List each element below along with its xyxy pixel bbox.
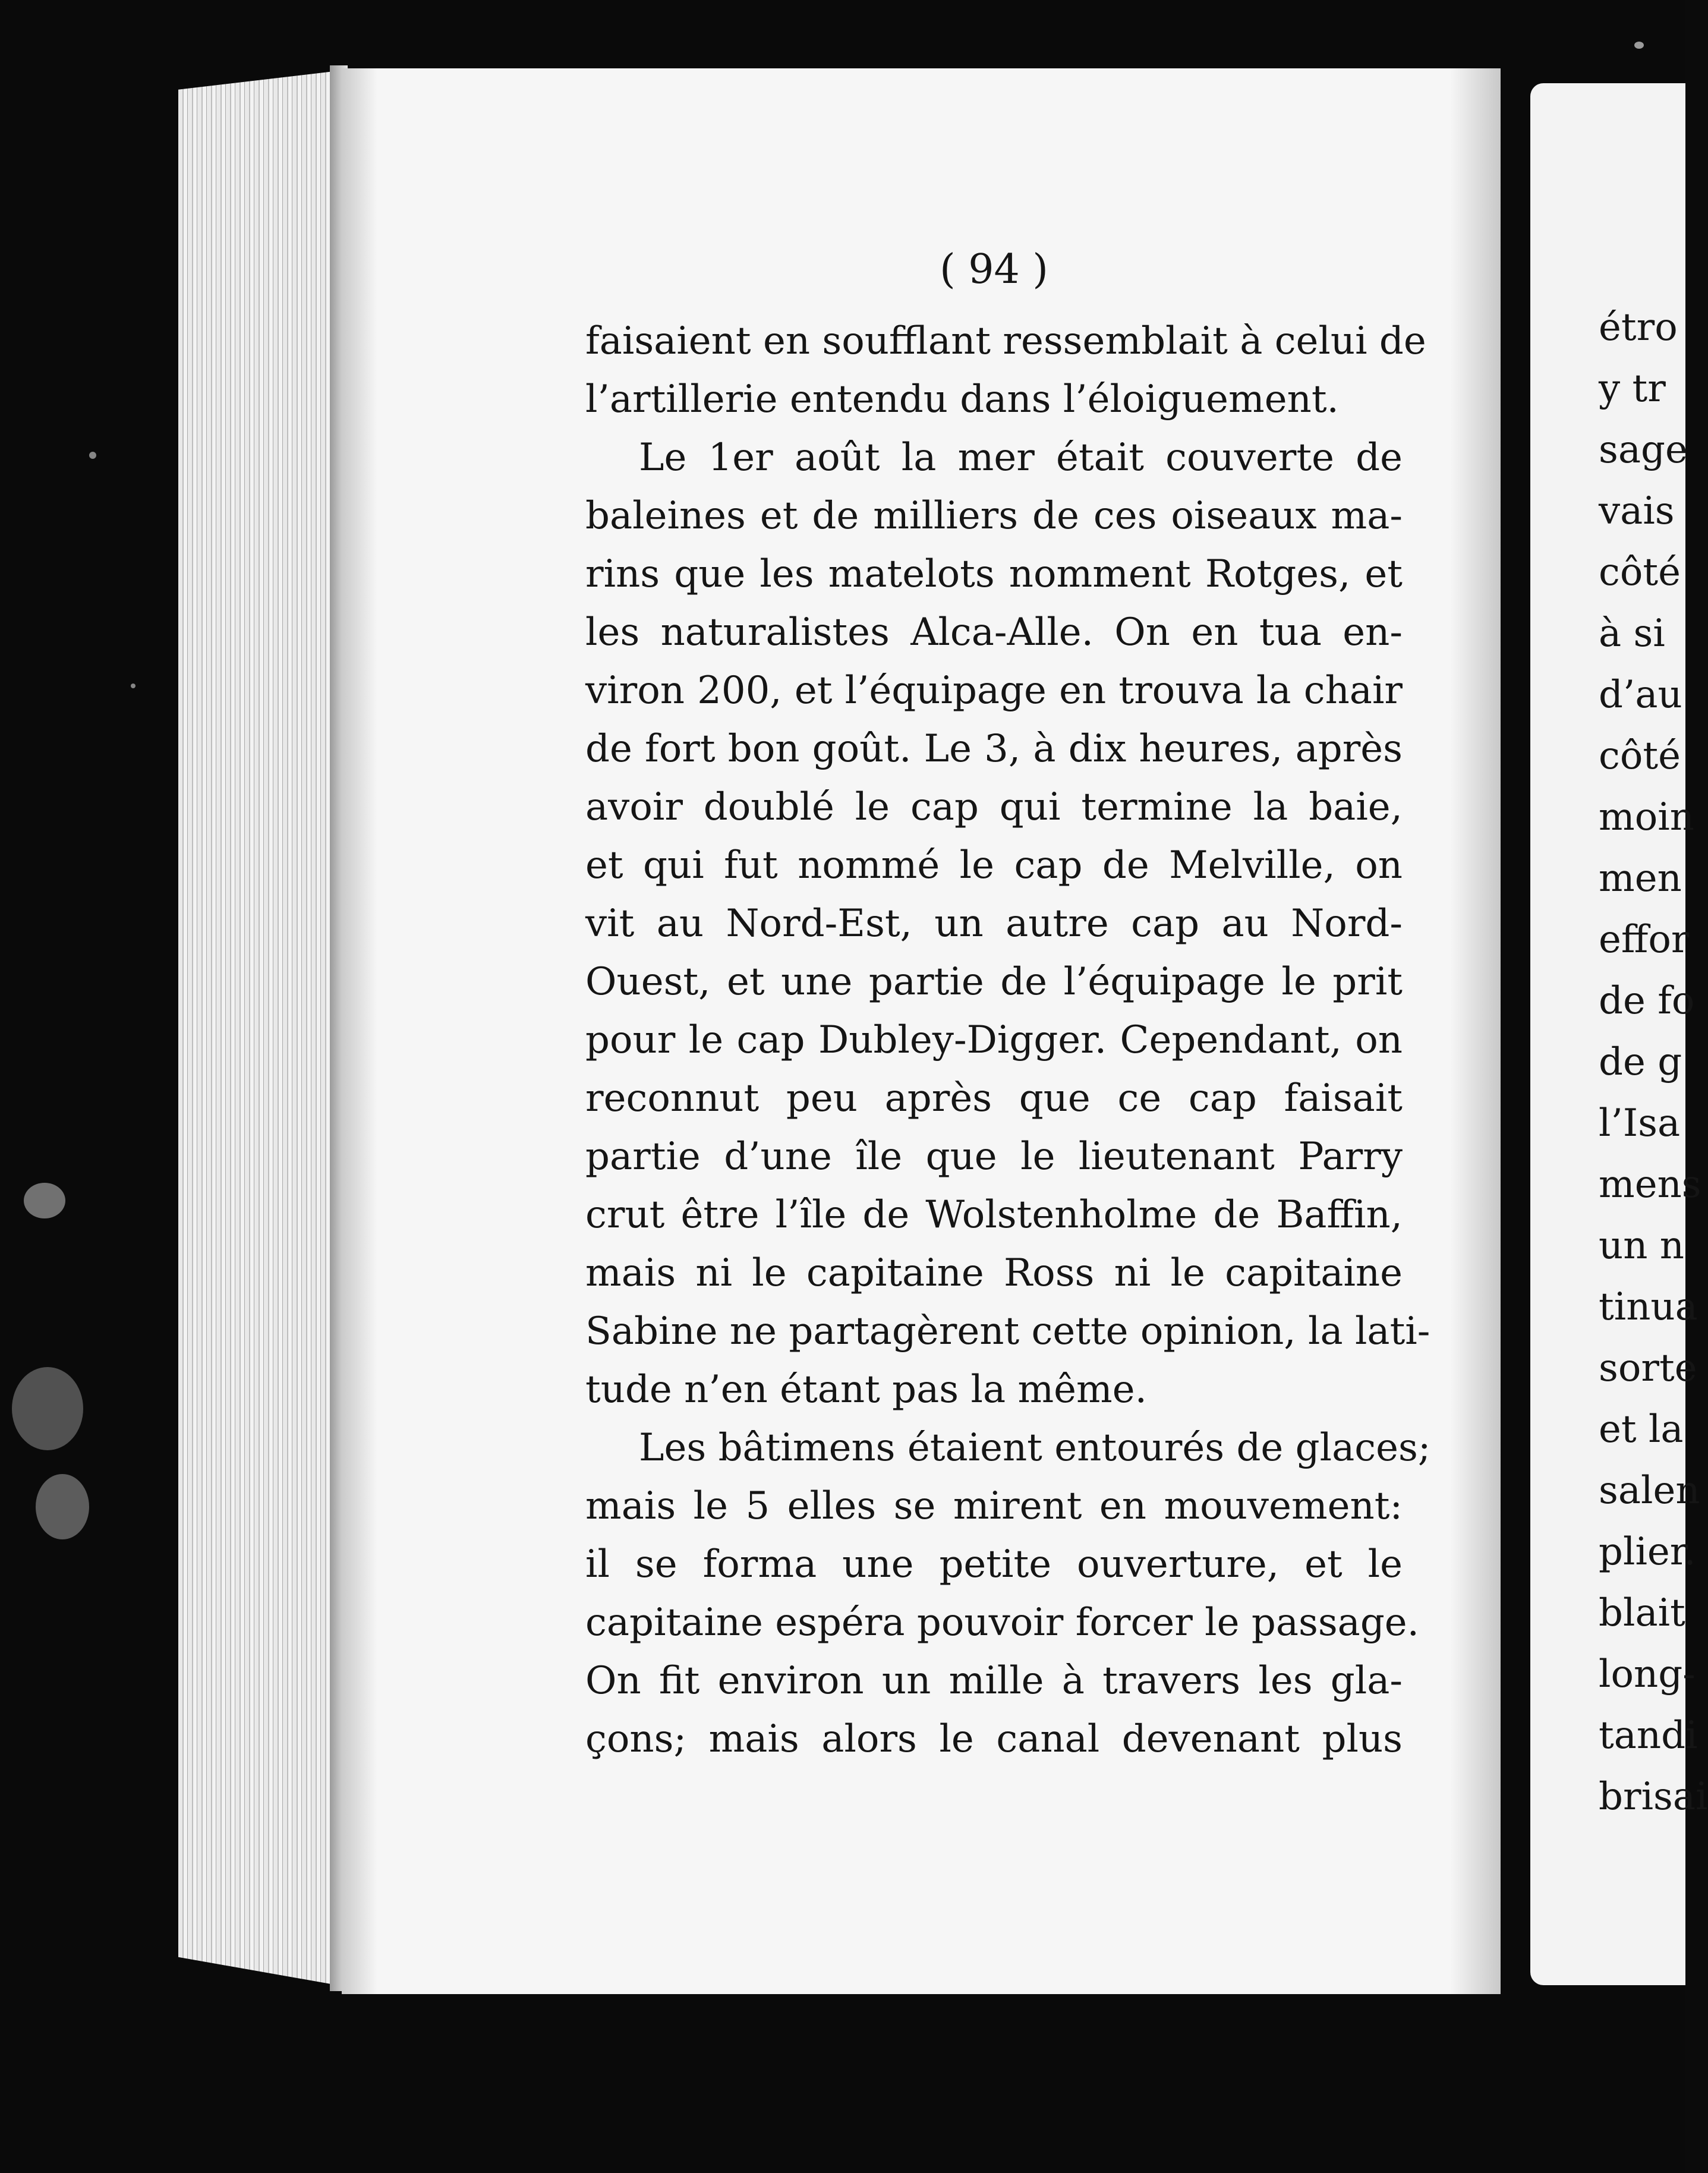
text-line: blait <box>1599 1591 1685 1635</box>
noise-speck <box>131 684 135 688</box>
text-line: salen <box>1599 1469 1700 1513</box>
text-line: partie d’une île que le lieutenant Parry <box>585 1135 1403 1179</box>
text-line: mais ni le capitaine Ross ni le capitaine <box>585 1251 1403 1295</box>
text-line: avoir doublé le cap qui termine la baie, <box>585 785 1403 829</box>
left-page-text <box>585 246 1431 1768</box>
text-line: et la <box>1599 1407 1684 1451</box>
text-line: plier. <box>1599 1530 1696 1574</box>
noise-speck <box>24 1183 65 1218</box>
text-line: faisaient en soufflant ressemblait à celui de <box>585 319 1426 363</box>
text-line: mens <box>1599 1163 1701 1207</box>
noise-speck <box>89 452 96 459</box>
text-line: men <box>1599 856 1682 900</box>
text-line: côté <box>1599 734 1681 778</box>
text-line: un n <box>1599 1224 1684 1268</box>
text-line: çons; mais alors le canal devenant plus <box>585 1717 1403 1761</box>
text-line: de fo <box>1599 979 1695 1023</box>
text-line: vit au Nord-Est, un autre cap au Nord- <box>585 902 1403 946</box>
text-line: l’artillerie entendu dans l’éloiguement. <box>585 377 1339 421</box>
text-line: viron 200, et l’équipage en trouva la chair <box>585 669 1403 713</box>
text-line: d’au <box>1599 673 1682 717</box>
text-line: à si <box>1599 612 1665 656</box>
page-edges <box>178 51 345 2006</box>
text-line: crut être l’île de Wolstenholme de Baffin, <box>585 1193 1403 1237</box>
noise-speck <box>1634 42 1644 49</box>
text-line: étro <box>1599 306 1678 349</box>
text-line: côté <box>1599 550 1681 594</box>
text-line: sage <box>1599 428 1688 472</box>
text-line: il se forma une petite ouverture, et le <box>585 1542 1403 1586</box>
text-line: Les bâtimens étaient entourés de glaces; <box>639 1426 1431 1470</box>
text-line: Ouest, et une partie de l’équipage le prit <box>585 960 1403 1004</box>
text-line: moin <box>1599 795 1694 839</box>
text-line: effor <box>1599 918 1690 962</box>
text-line: rins que les matelots nomment Rotges, et <box>585 552 1403 596</box>
text-line: l’Isa <box>1599 1101 1681 1145</box>
text-line: sorte <box>1599 1346 1697 1390</box>
text-line: pour le cap Dubley-Digger. Cependant, on <box>585 1018 1403 1062</box>
text-line: tude n’en étant pas la même. <box>585 1368 1147 1412</box>
text-line: long- <box>1599 1652 1696 1696</box>
text-line: mais le 5 elles se mirent en mouvement: <box>585 1484 1403 1528</box>
text-line: brisai <box>1599 1775 1708 1819</box>
noise-speck <box>36 1474 89 1539</box>
text-line: de g <box>1599 1040 1682 1084</box>
text-line: vais <box>1599 489 1675 533</box>
text-line: et qui fut nommé le cap de Melville, on <box>585 843 1403 887</box>
text-line: y tr <box>1599 367 1666 411</box>
page-outer-shade <box>1450 68 1501 1994</box>
text-line: baleines et de milliers de ces oiseaux ma- <box>585 494 1403 538</box>
text-line: tandi <box>1599 1714 1698 1758</box>
text-line: Le 1er août la mer était couverte de <box>639 436 1403 480</box>
text-line: tinua <box>1599 1285 1698 1329</box>
text-line: les naturalistes Alca-Alle. On en tua en- <box>585 610 1403 654</box>
page-number: ( 94 ) <box>940 246 1048 293</box>
noise-speck <box>12 1367 83 1450</box>
page-inner-shade <box>342 68 377 1994</box>
text-line: capitaine espéra pouvoir forcer le passage. <box>585 1601 1419 1645</box>
text-line: reconnut peu après que ce cap faisait <box>585 1076 1403 1120</box>
right-page-text <box>1599 297 1708 1828</box>
text-line: Sabine ne partagèrent cette opinion, la lati- <box>585 1309 1430 1353</box>
text-line: On fit environ un mille à travers les gla- <box>585 1659 1403 1703</box>
text-line: de fort bon goût. Le 3, à dix heures, après <box>585 727 1403 771</box>
